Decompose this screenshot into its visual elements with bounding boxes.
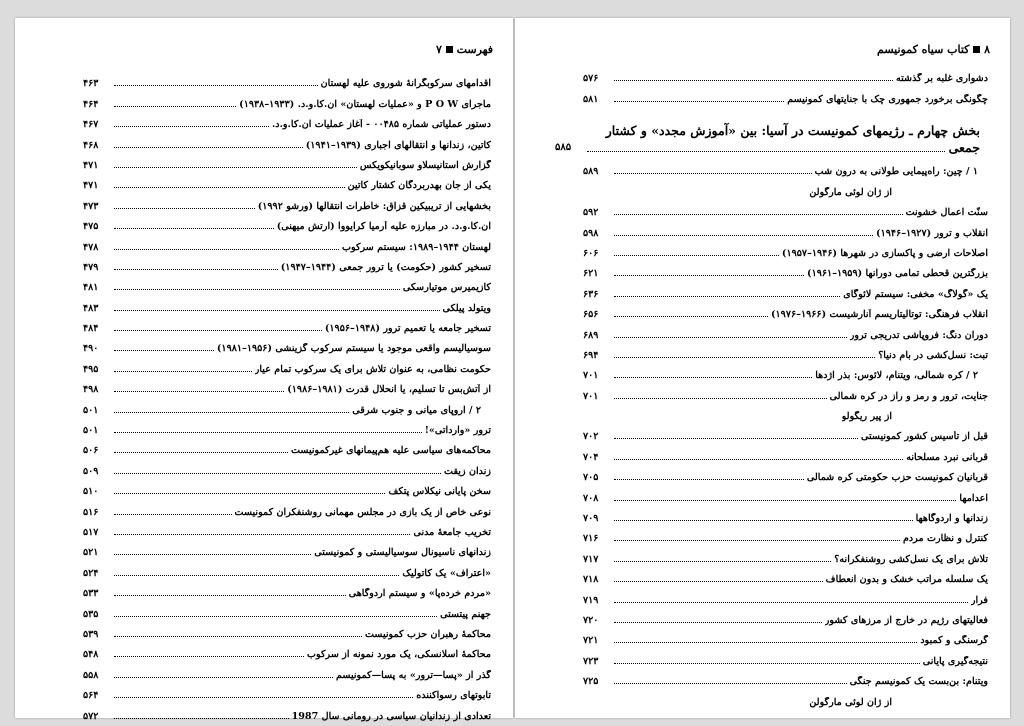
toc-entry-title: تبت: نسل‌کشی در بام دنیا؟ xyxy=(878,349,988,361)
toc-entry-title: ویتولد پیلکی xyxy=(442,302,491,314)
toc-entry xyxy=(83,314,491,334)
toc-entry xyxy=(583,239,988,259)
dot-leader xyxy=(114,330,322,331)
toc-entry-title: زندانها و اردوگاهها xyxy=(915,513,988,525)
toc-entry-title: فرار xyxy=(970,594,988,606)
toc-entry xyxy=(583,259,988,279)
toc-entry xyxy=(583,687,988,707)
dot-leader xyxy=(114,167,357,168)
toc-entry-title: ویتنام: بن‌بست یک کمونیسم جنگی xyxy=(849,676,988,688)
dot-leader xyxy=(114,595,346,596)
toc-entry xyxy=(83,579,491,599)
toc-entry-title: نتیجه‌گیری پایانی xyxy=(922,655,988,667)
toc-entry-title: ماجرای P O W و «عملیات لهستان» ان.کا.و.د. (۱۹۳۳–۱۹۳۸) xyxy=(239,98,491,110)
toc-entry xyxy=(83,518,491,538)
toc-entry xyxy=(83,497,491,517)
dot-leader xyxy=(614,173,812,174)
dot-leader xyxy=(614,235,873,236)
toc-entry xyxy=(583,341,988,361)
toc-page-number: ۶۹۴ xyxy=(583,349,599,361)
toc-entry xyxy=(583,544,988,564)
toc-page-number: ۵۷۲ xyxy=(83,710,99,722)
dot-leader xyxy=(114,106,236,107)
toc-page-number: ۴۶۳ xyxy=(83,78,99,90)
dot-leader xyxy=(114,187,345,188)
toc-page-number: ۷۰۹ xyxy=(583,513,599,525)
toc-entry-title: جنایت، ترور و رمز و راز در کره شمالی xyxy=(829,390,988,402)
toc-page-number: ۷۰۸ xyxy=(583,492,599,504)
toc-page-number: ۶۲۱ xyxy=(583,268,599,280)
toc-entry-title: نوعی خاص از یک بازی در مجلس مهمانی روشنفکران کمونیست xyxy=(234,506,491,518)
toc-page-number: ۴۷۱ xyxy=(83,159,99,171)
toc-entry xyxy=(583,646,988,666)
toc-page-number: ۵۰۱ xyxy=(83,404,99,416)
toc-entry xyxy=(83,273,491,293)
toc-page-number: ۵۲۱ xyxy=(83,547,99,559)
toc-entry xyxy=(583,606,988,626)
toc-entry xyxy=(583,84,988,104)
toc-page-number: ۵۸۹ xyxy=(583,166,599,178)
dot-leader xyxy=(114,636,362,637)
dot-leader xyxy=(614,357,875,358)
toc-page-number: ۴۶۷ xyxy=(83,119,99,131)
toc-entry xyxy=(83,253,491,273)
section-heading-line2: جمعی xyxy=(948,140,980,155)
dot-leader xyxy=(114,412,349,413)
toc-entry-title: گذر از «پسا—ترور» به پسا—کمونیسم xyxy=(336,669,491,681)
toc-entry xyxy=(583,300,988,320)
toc-entry xyxy=(583,157,988,177)
toc-page-number: ۷۱۷ xyxy=(583,553,599,565)
toc-entry xyxy=(83,69,491,89)
toc-entry xyxy=(583,504,988,524)
toc-entry-title: بخشهایی از تریبیکین قزاق: خاطرات انتقالها (ورشو ۱۹۹۲) xyxy=(257,200,491,212)
left-page xyxy=(15,18,513,722)
toc-entry-title: دوران دنگ: فروپاشی تدریجی ترور xyxy=(849,329,988,341)
toc-page-number: ۷۲۱ xyxy=(583,635,599,647)
toc-entry xyxy=(83,599,491,619)
toc-entry xyxy=(83,456,491,476)
dot-leader xyxy=(114,452,288,453)
toc-page-number: ۷۱۶ xyxy=(583,533,599,545)
left-toc-list xyxy=(83,69,491,722)
right-toc-top-list xyxy=(583,64,988,105)
toc-entry xyxy=(583,565,988,585)
toc-entry xyxy=(83,334,491,354)
toc-author: از ژان لوئی مارگولن xyxy=(809,696,892,708)
toc-page-number: ۵۳۹ xyxy=(83,628,99,640)
toc-entry xyxy=(83,151,491,171)
toc-entry-title: سنّت اعمال خشونت xyxy=(905,207,988,219)
dot-leader xyxy=(614,459,903,460)
toc-page-number: ۴۶۴ xyxy=(83,98,99,110)
toc-page-number: ۴۷۹ xyxy=(83,261,99,273)
toc-entry xyxy=(583,198,988,218)
toc-entry-title: یک سلسله مراتب خشک و بدون انعطاف xyxy=(825,574,988,586)
toc-page-number: ۴۸۳ xyxy=(83,302,99,314)
toc-entry xyxy=(83,477,491,497)
toc-page-number: ۴۹۵ xyxy=(83,363,99,375)
toc-entry xyxy=(583,64,988,84)
toc-page-number: ۶۳۶ xyxy=(583,288,599,300)
toc-entry-title: تلاش برای یک نسل‌کشی روشنفکرانه؟ xyxy=(834,553,988,565)
toc-entry xyxy=(83,538,491,558)
toc-page-number: ۴۷۳ xyxy=(83,200,99,212)
dot-leader xyxy=(114,575,399,576)
toc-author: از ژان لوئی مارگولن xyxy=(809,186,892,198)
dot-leader xyxy=(614,214,903,215)
toc-entry-title: قربانیان کمونیست حزب حکومتی کره شمالی xyxy=(806,472,988,484)
toc-entry xyxy=(583,279,988,299)
toc-page-number: ۷۲۰ xyxy=(583,614,599,626)
toc-entry xyxy=(83,416,491,436)
dot-leader xyxy=(614,622,822,623)
dot-leader xyxy=(614,316,768,317)
toc-entry xyxy=(83,89,491,109)
toc-entry xyxy=(83,130,491,150)
toc-page-number: ۶۵۶ xyxy=(583,309,599,321)
toc-entry xyxy=(583,524,988,544)
right-page xyxy=(515,18,1010,718)
toc-entry xyxy=(83,620,491,640)
left-page-header xyxy=(81,40,493,58)
toc-entry xyxy=(583,483,988,503)
toc-entry-title: تعدادی از زندانیان سیاسی در رومانی سال 1987 xyxy=(291,710,491,722)
toc-entry xyxy=(583,422,988,442)
toc-page-number: ۵۳۵ xyxy=(83,608,99,620)
toc-entry xyxy=(83,558,491,578)
section-page-number: ۵۸۵ xyxy=(555,142,572,153)
toc-page-number: ۶۰۶ xyxy=(583,247,599,259)
toc-entry-title: کازیمیرس موتیارسکی xyxy=(402,282,491,294)
dot-leader xyxy=(114,697,413,698)
header-title: فهرست ۷ xyxy=(435,42,493,56)
toc-page-number: ۵۹۸ xyxy=(583,227,599,239)
toc-entry xyxy=(83,436,491,456)
dot-leader xyxy=(114,228,274,229)
toc-page-number: ۵۱۷ xyxy=(83,526,99,538)
toc-entry-title: تابوتهای رسواکننده xyxy=(416,690,491,702)
toc-entry xyxy=(583,402,988,422)
toc-entry-title: گزارش استانیسلاو سوبانیکویکس xyxy=(359,159,491,171)
dot-leader xyxy=(114,126,269,127)
toc-entry xyxy=(583,177,988,197)
toc-entry-title: محاکمهٔ رهبران حزب کمونیست xyxy=(365,628,491,640)
dot-leader xyxy=(614,520,913,521)
toc-entry-title: ترور «وارداتی»! xyxy=(424,425,491,437)
dot-leader xyxy=(614,296,840,297)
dot-leader xyxy=(614,255,779,256)
toc-entry xyxy=(83,701,491,721)
toc-entry-title: یکی از جان بهدربردگان کشتار کاتین xyxy=(347,180,491,192)
toc-entry-title: دستور عملیاتی شماره ۰۰۴۸۵ - آغاز عملیات ان.کا.و.د. xyxy=(271,119,491,131)
dot-leader xyxy=(114,249,339,250)
toc-page-number: ۵۰۹ xyxy=(83,465,99,477)
dot-leader xyxy=(614,101,784,102)
toc-entry xyxy=(583,626,988,646)
dot-leader xyxy=(614,561,831,562)
header-title: ۸ کتاب سیاه کمونیسم xyxy=(877,42,990,56)
toc-page-number: ۷۰۱ xyxy=(583,390,599,402)
toc-entry xyxy=(583,667,988,687)
dot-leader xyxy=(614,479,804,480)
toc-page-number: ۷۰۴ xyxy=(583,451,599,463)
toc-page-number: ۵۵۸ xyxy=(83,669,99,681)
dot-leader xyxy=(114,677,333,678)
toc-entry xyxy=(83,212,491,232)
toc-page-number: ۶۸۹ xyxy=(583,329,599,341)
toc-entry xyxy=(83,232,491,252)
toc-entry-title: گرسنگی و کمبود xyxy=(920,635,988,647)
toc-entry xyxy=(83,110,491,130)
toc-page-number: ۴۷۵ xyxy=(83,221,99,233)
toc-page-number: ۷۰۱ xyxy=(583,370,599,382)
toc-entry-title: حکومت نظامی، به عنوان تلاش برای یک سرکوب تمام عیار xyxy=(254,363,491,375)
toc-entry-title: یک «گولاگ» مخفی: سیستم لائوگای xyxy=(843,288,988,300)
dot-leader xyxy=(614,642,917,643)
toc-entry-title: چگونگی برخورد جمهوری چک با جنایتهای کمونیسم xyxy=(787,93,988,105)
toc-entry xyxy=(83,293,491,313)
dot-leader xyxy=(114,208,255,209)
dot-leader xyxy=(114,493,385,494)
toc-entry-title: محاکمهٔ اسلانسکی، یک مورد نمونه از سرکوب xyxy=(306,649,491,661)
dot-leader xyxy=(114,718,289,719)
right-toc-list xyxy=(583,157,988,708)
toc-entry-title: اصلاحات ارضی و پاکسازی در شهرها (۱۹۴۶–۱۹۵۷) xyxy=(781,247,988,259)
dot-leader xyxy=(114,371,252,372)
toc-entry xyxy=(583,218,988,238)
dot-leader xyxy=(114,391,284,392)
dot-leader xyxy=(614,581,823,582)
toc-page-number: ۵۶۴ xyxy=(83,690,99,702)
dot-leader xyxy=(114,534,410,535)
toc-page-number: ۵۹۲ xyxy=(583,207,599,219)
toc-entry-title: «مردم خرده‌پا» و سیستم اردوگاهی xyxy=(348,588,491,600)
toc-entry-title: تسخیر کشور (حکومت) یا ترور جمعی (۱۹۴۴–۱۹۴۷) xyxy=(280,261,491,273)
toc-page-number: ۴۷۸ xyxy=(83,241,99,253)
toc-entry xyxy=(583,442,988,462)
toc-page-number: ۵۱۶ xyxy=(83,506,99,518)
toc-entry xyxy=(583,381,988,401)
toc-entry-title: اقدامهای سرکوبگرانهٔ شوروی علیه لهستان xyxy=(320,78,491,90)
toc-entry-title: از آتش‌بس تا تسلیم، یا انحلال قدرت (۱۹۸۱–۱۹۸۶) xyxy=(287,384,491,396)
toc-entry xyxy=(83,171,491,191)
toc-entry-title: تسخیر جامعه یا تعمیم ترور (۱۹۴۸–۱۹۵۶) xyxy=(324,323,491,335)
dot-leader xyxy=(614,663,920,664)
dot-leader xyxy=(114,473,441,474)
toc-entry xyxy=(583,585,988,605)
dot-leader xyxy=(114,310,440,311)
dot-leader xyxy=(614,377,812,378)
toc-entry-title: زندان زیقت xyxy=(444,465,491,477)
toc-page-number: ۴۸۱ xyxy=(83,282,99,294)
toc-page-number: ۷۰۲ xyxy=(583,431,599,443)
toc-page-number: ۵۳۳ xyxy=(83,588,99,600)
dot-leader xyxy=(114,289,400,290)
dot-leader xyxy=(114,616,437,617)
dot-leader xyxy=(114,269,278,270)
toc-entry xyxy=(83,191,491,211)
dot-leader xyxy=(614,540,900,541)
toc-entry-title: کاتین، زندانها و انتقالهای اجباری (۱۹۳۹–۱۹۴۱) xyxy=(305,139,491,151)
toc-page-number: ۴۹۰ xyxy=(83,343,99,355)
toc-entry-title: قبل از تأسیس کشور کمونیستی xyxy=(861,431,988,443)
dot-leader xyxy=(614,683,847,684)
toc-entry xyxy=(583,320,988,340)
toc-entry-title: ۲ / اروپای میانی و جنوب شرقی xyxy=(352,404,481,416)
toc-entry xyxy=(83,681,491,701)
toc-entry xyxy=(583,361,988,381)
toc-page-number: ۵۰۱ xyxy=(83,425,99,437)
toc-entry xyxy=(83,354,491,374)
toc-entry-title: فعالیتهای رژیم در خارج از مرزهای کشور xyxy=(824,614,988,626)
dot-leader xyxy=(614,337,847,338)
toc-entry-title: سخن پایانی نیکلاس پتکف xyxy=(388,486,491,498)
toc-page-number: ۵۸۱ xyxy=(583,93,599,105)
toc-page-number: ۵۷۶ xyxy=(583,73,599,85)
dot-leader xyxy=(114,514,232,515)
dot-leader xyxy=(614,275,804,276)
dot-leader xyxy=(114,432,422,433)
dot-leader xyxy=(587,151,945,152)
toc-page-number: ۵۲۴ xyxy=(83,567,99,579)
toc-entry xyxy=(83,375,491,395)
toc-entry-title: سوسیالیسم واقعی موجود یا سیستم سرکوب گزینشی (۱۹۵۶–۱۹۸۱) xyxy=(216,343,491,355)
dot-leader xyxy=(614,398,827,399)
toc-page-number: ۴۸۴ xyxy=(83,323,99,335)
toc-page-number: ۴۶۸ xyxy=(83,139,99,151)
dot-leader xyxy=(114,85,318,86)
square-bullet-icon xyxy=(446,46,453,53)
toc-entry-title: انقلاب فرهنگی: توتالیتاریسم آنارشیست (۱۹۶۶–۱۹۷۶) xyxy=(770,309,988,321)
toc-entry xyxy=(583,463,988,483)
dot-leader xyxy=(614,500,956,501)
toc-entry-title: لهستان ۱۹۴۴–۱۹۸۹: سیستم سرکوب xyxy=(341,241,491,253)
toc-page-number: ۴۷۱ xyxy=(83,180,99,192)
toc-entry-title: انقلاب و ترور (۱۹۲۷–۱۹۴۶) xyxy=(876,227,988,239)
toc-entry-title: «اعتراف» یک کاتولیک xyxy=(402,567,491,579)
dot-leader xyxy=(114,147,303,148)
dot-leader xyxy=(114,656,304,657)
toc-page-number: ۷۰۵ xyxy=(583,472,599,484)
dot-leader xyxy=(614,602,968,603)
toc-entry-title: ۱ / چین: راه‌پیمایی طولانی به درون شب xyxy=(814,166,978,178)
toc-entry-title: قربانی نبرد مسلحانه xyxy=(906,451,988,463)
right-page-header xyxy=(581,40,990,58)
toc-entry xyxy=(83,395,491,415)
dot-leader xyxy=(614,438,858,439)
toc-entry xyxy=(83,640,491,660)
dot-leader xyxy=(114,554,311,555)
section-heading-line1: بخش چهارم ـ رژیمهای کمونیست در آسیا: بین «آموزش مجدد» و کشتار xyxy=(605,123,980,138)
toc-page-number: ۷۱۹ xyxy=(583,594,599,606)
toc-entry-title: ان.کا.و.د. در مبارزه علیه آرمیا کرایووا (ارتش میهنی) xyxy=(276,221,491,233)
toc-entry xyxy=(83,660,491,680)
toc-entry-title: جهنم پیتستی xyxy=(440,608,491,620)
toc-entry-title: کنترل و نظارت مردم xyxy=(902,533,988,545)
toc-page-number: ۷۲۵ xyxy=(583,676,599,688)
toc-entry-title: ۲ / کره شمالی، ویتنام، لائوس: بذر اژدها xyxy=(815,370,978,382)
dot-leader xyxy=(114,350,214,351)
toc-entry-title: تخریب جامعهٔ مدنی xyxy=(413,526,491,538)
toc-author: از پیر ریگولو xyxy=(841,411,892,423)
section-heading xyxy=(555,122,980,156)
toc-page-number: ۵۱۰ xyxy=(83,486,99,498)
toc-entry-title: اعدامها xyxy=(959,492,988,504)
dot-leader xyxy=(614,80,893,81)
toc-entry-title: دشواری غلبه بر گذشته xyxy=(896,73,988,85)
toc-entry-title: زندانهای ناسیونال سوسیالیستی و کمونیستی xyxy=(314,547,491,559)
square-bullet-icon xyxy=(973,46,980,53)
toc-page-number: ۵۴۸ xyxy=(83,649,99,661)
toc-page-number: ۷۲۳ xyxy=(583,655,599,667)
toc-page-number: ۴۹۸ xyxy=(83,384,99,396)
toc-entry-title: بزرگترین قحطی تمامی دورانها (۱۹۵۹–۱۹۶۱) xyxy=(807,268,988,280)
toc-entry-title: محاکمه‌های سیاسی علیه هم‌پیمانهای غیرکمونیست xyxy=(290,445,491,457)
toc-page-number: ۷۱۸ xyxy=(583,574,599,586)
toc-page-number: ۵۰۶ xyxy=(83,445,99,457)
